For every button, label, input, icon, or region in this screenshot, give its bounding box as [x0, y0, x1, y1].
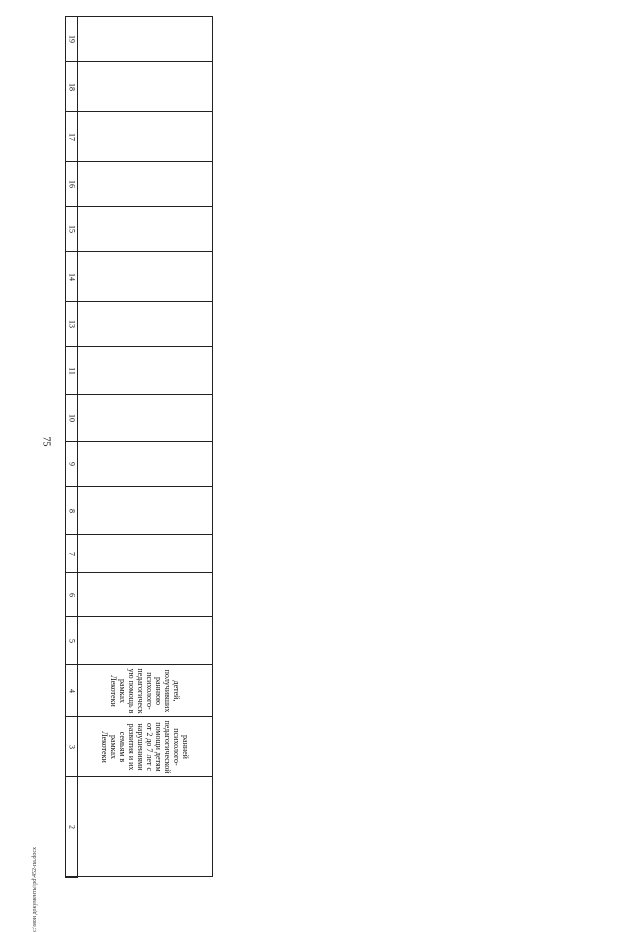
cell-col1 — [77, 776, 213, 877]
col-header-8: 8 — [67, 508, 76, 513]
col-header-17: 17 — [67, 132, 76, 141]
cell-period — [77, 394, 213, 442]
col-header-16: 16 — [67, 180, 76, 188]
col-header-19: 19 — [67, 35, 76, 43]
cell-col4 — [77, 616, 213, 665]
row-0-col3: детей, получивших раннюю психолого-педагогическую помощь в рамках Лекотеки — [109, 667, 181, 714]
col-header-9: 9 — [67, 462, 76, 466]
cell-value — [77, 111, 213, 162]
page-number: 75 — [40, 436, 52, 447]
col-header-1: 1 — [67, 876, 76, 878]
cell-col3 — [77, 664, 213, 717]
col-header-5: 5 — [67, 638, 76, 643]
cell-period — [77, 534, 213, 573]
cell-col2 — [77, 716, 213, 777]
row-0-col2: ранней психолого-педагогической помощи детям от 2 до 7 лет с нарушениями развития и их семьям в рамках Лекотеки — [100, 719, 190, 774]
cell-value — [77, 61, 213, 112]
col-header-10: 10 — [67, 414, 76, 422]
cell-value — [77, 206, 213, 252]
col-header-13: 13 — [67, 320, 76, 328]
file-path: c:\мои документы\pd\452-па.docx — [32, 846, 38, 932]
cell-period — [77, 572, 213, 617]
cell-period — [77, 486, 213, 535]
col-header-15: 15 — [67, 225, 76, 233]
cell-value — [77, 251, 213, 302]
cell-period — [77, 346, 213, 395]
col-header-18: 18 — [67, 82, 76, 91]
col-header-3: 3 — [67, 744, 76, 749]
col-header-4: 4 — [67, 688, 76, 693]
table-grid — [65, 16, 615, 876]
col-header-6: 6 — [67, 592, 76, 597]
cell-value — [77, 161, 213, 207]
col-header-7: 7 — [67, 551, 76, 556]
col-header-11: 11 — [67, 366, 76, 375]
cell-period — [77, 301, 213, 347]
col-header-14: 14 — [67, 272, 76, 281]
col-header-2: 2 — [67, 824, 76, 829]
cell-period — [77, 441, 213, 487]
cell-value — [77, 16, 213, 62]
